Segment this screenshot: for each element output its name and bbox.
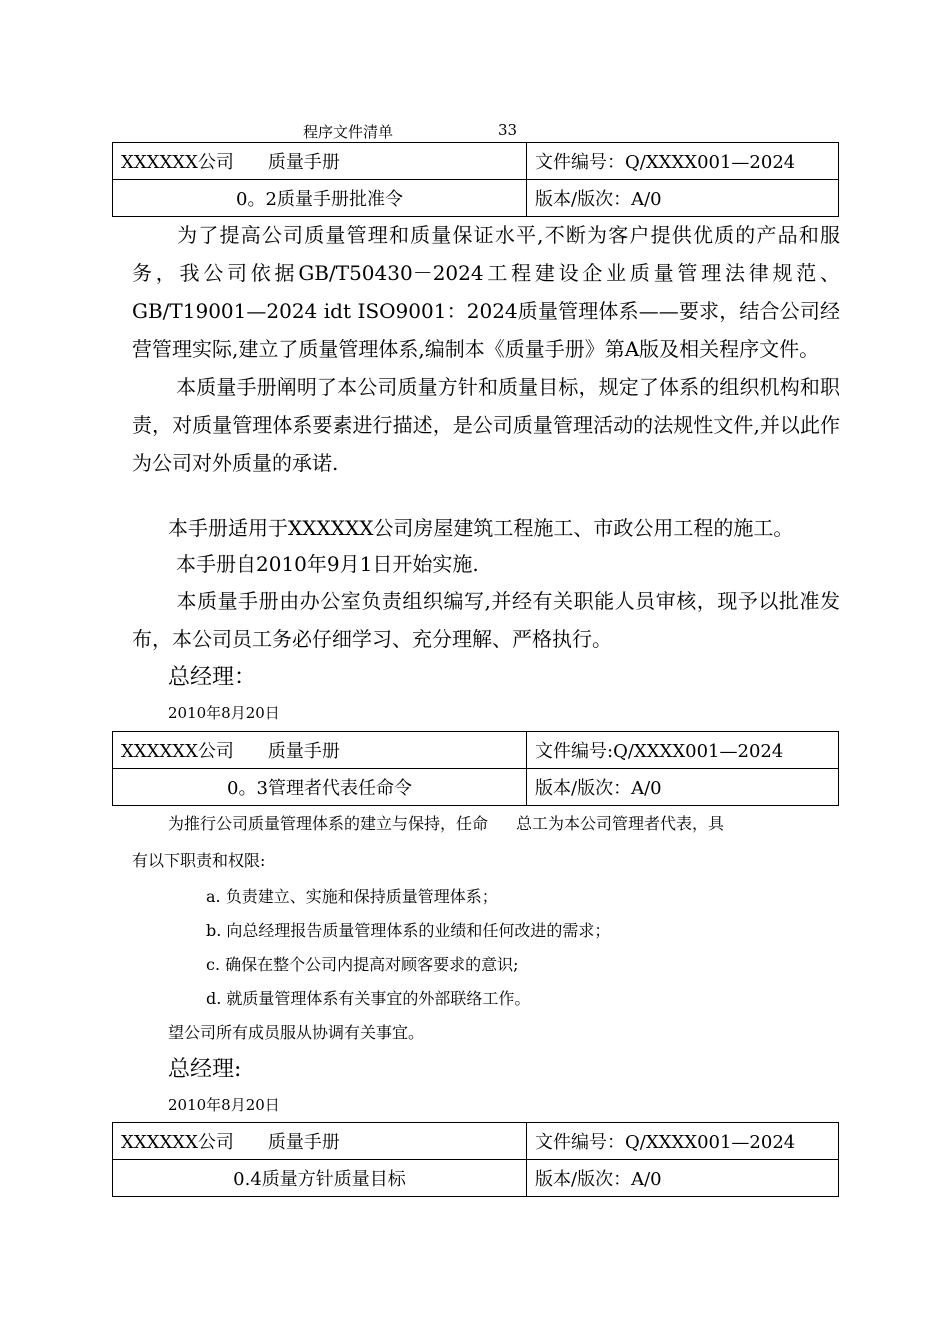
section-title: 0。2质量手册批准令 — [113, 180, 527, 217]
doc-number: 文件编号:Q/XXXX001—2024 — [527, 732, 839, 769]
header-company-cell — [113, 732, 527, 769]
section-title: 0.4质量方针质量目标 — [113, 1160, 527, 1197]
toc-label: 程序文件清单 — [303, 123, 394, 141]
manual-name: 质量手册 — [267, 1132, 340, 1153]
version-label: 版本/版次：A/0 — [527, 769, 839, 806]
approval-paragraph-3: 本手册适用于XXXXXX公司房屋建筑工程施工、市政公用工程的施工。 — [168, 516, 794, 540]
approval-paragraph-5: 本质量手册由办公室负责组织编写,并经有关职能人员审核，现予以批准发布，本公司员工务必仔细学习、充分理解、严格执行。 — [132, 589, 840, 651]
company-name: XXXXXX公司 — [121, 152, 234, 173]
header-table-approval — [112, 142, 839, 217]
version-label: 版本/版次：A/0 — [527, 180, 839, 217]
duty-item: c. 确保在整个公司内提高对顾客要求的意识; — [206, 955, 519, 974]
header-table-policy — [112, 1122, 839, 1197]
toc-page-number: 33 — [498, 121, 518, 139]
appointment-closing: 望公司所有成员服从协调有关事宜。 — [168, 1023, 425, 1042]
manual-name: 质量手册 — [267, 741, 340, 762]
appointment-intro: 为推行公司质量管理体系的建立与保持，任命 总工为本公司管理者代表，具 — [168, 814, 725, 833]
duty-item: a. 负责建立、实施和保持质量管理体系； — [206, 887, 498, 906]
section-title: 0。3管理者代表任命令 — [113, 769, 527, 806]
appointment-intro-cont: 有以下职责和权限: — [132, 851, 266, 870]
doc-number: 文件编号：Q/XXXX001—2024 — [527, 1123, 839, 1160]
approval-paragraph-1: 为了提高公司质量管理和质量保证水平,不断为客户提供优质的产品和服务，我公司依据GB/T50430－2024工程建设企业质量管理法律规范、GB/T19001—2024 idt ISO9001：2024质量管理体系——要求，结合公司经营管理实际,建立了质量管理体系,编制本《质量手册》第A版及相关程序文件。 — [132, 223, 840, 361]
header-company-cell — [113, 1123, 527, 1160]
doc-number: 文件编号：Q/XXXX001—2024 — [527, 143, 839, 180]
header-table-appointment — [112, 731, 839, 806]
version-label: 版本/版次：A/0 — [527, 1160, 839, 1197]
duty-item: d. 就质量管理体系有关事宜的外部联络工作。 — [206, 989, 531, 1008]
appointment-signer: 总经理: — [168, 1057, 242, 1082]
approval-signer: 总经理： — [168, 665, 257, 690]
manual-name: 质量手册 — [267, 152, 340, 173]
duty-item: b. 向总经理报告质量管理体系的业绩和任何改进的需求； — [206, 921, 611, 940]
approval-date: 2010年8月20日 — [168, 704, 280, 722]
approval-paragraph-4: 本手册自2010年9月1日开始实施. — [176, 552, 479, 576]
company-name: XXXXXX公司 — [121, 1132, 234, 1153]
appointment-date: 2010年8月20日 — [168, 1096, 280, 1114]
header-company-cell — [113, 143, 527, 180]
approval-paragraph-2: 本质量手册阐明了本公司质量方针和质量目标，规定了体系的组织机构和职责，对质量管理体系要素进行描述，是公司质量管理活动的法规性文件,并以此作为公司对外质量的承诺. — [132, 375, 840, 475]
company-name: XXXXXX公司 — [121, 741, 234, 762]
